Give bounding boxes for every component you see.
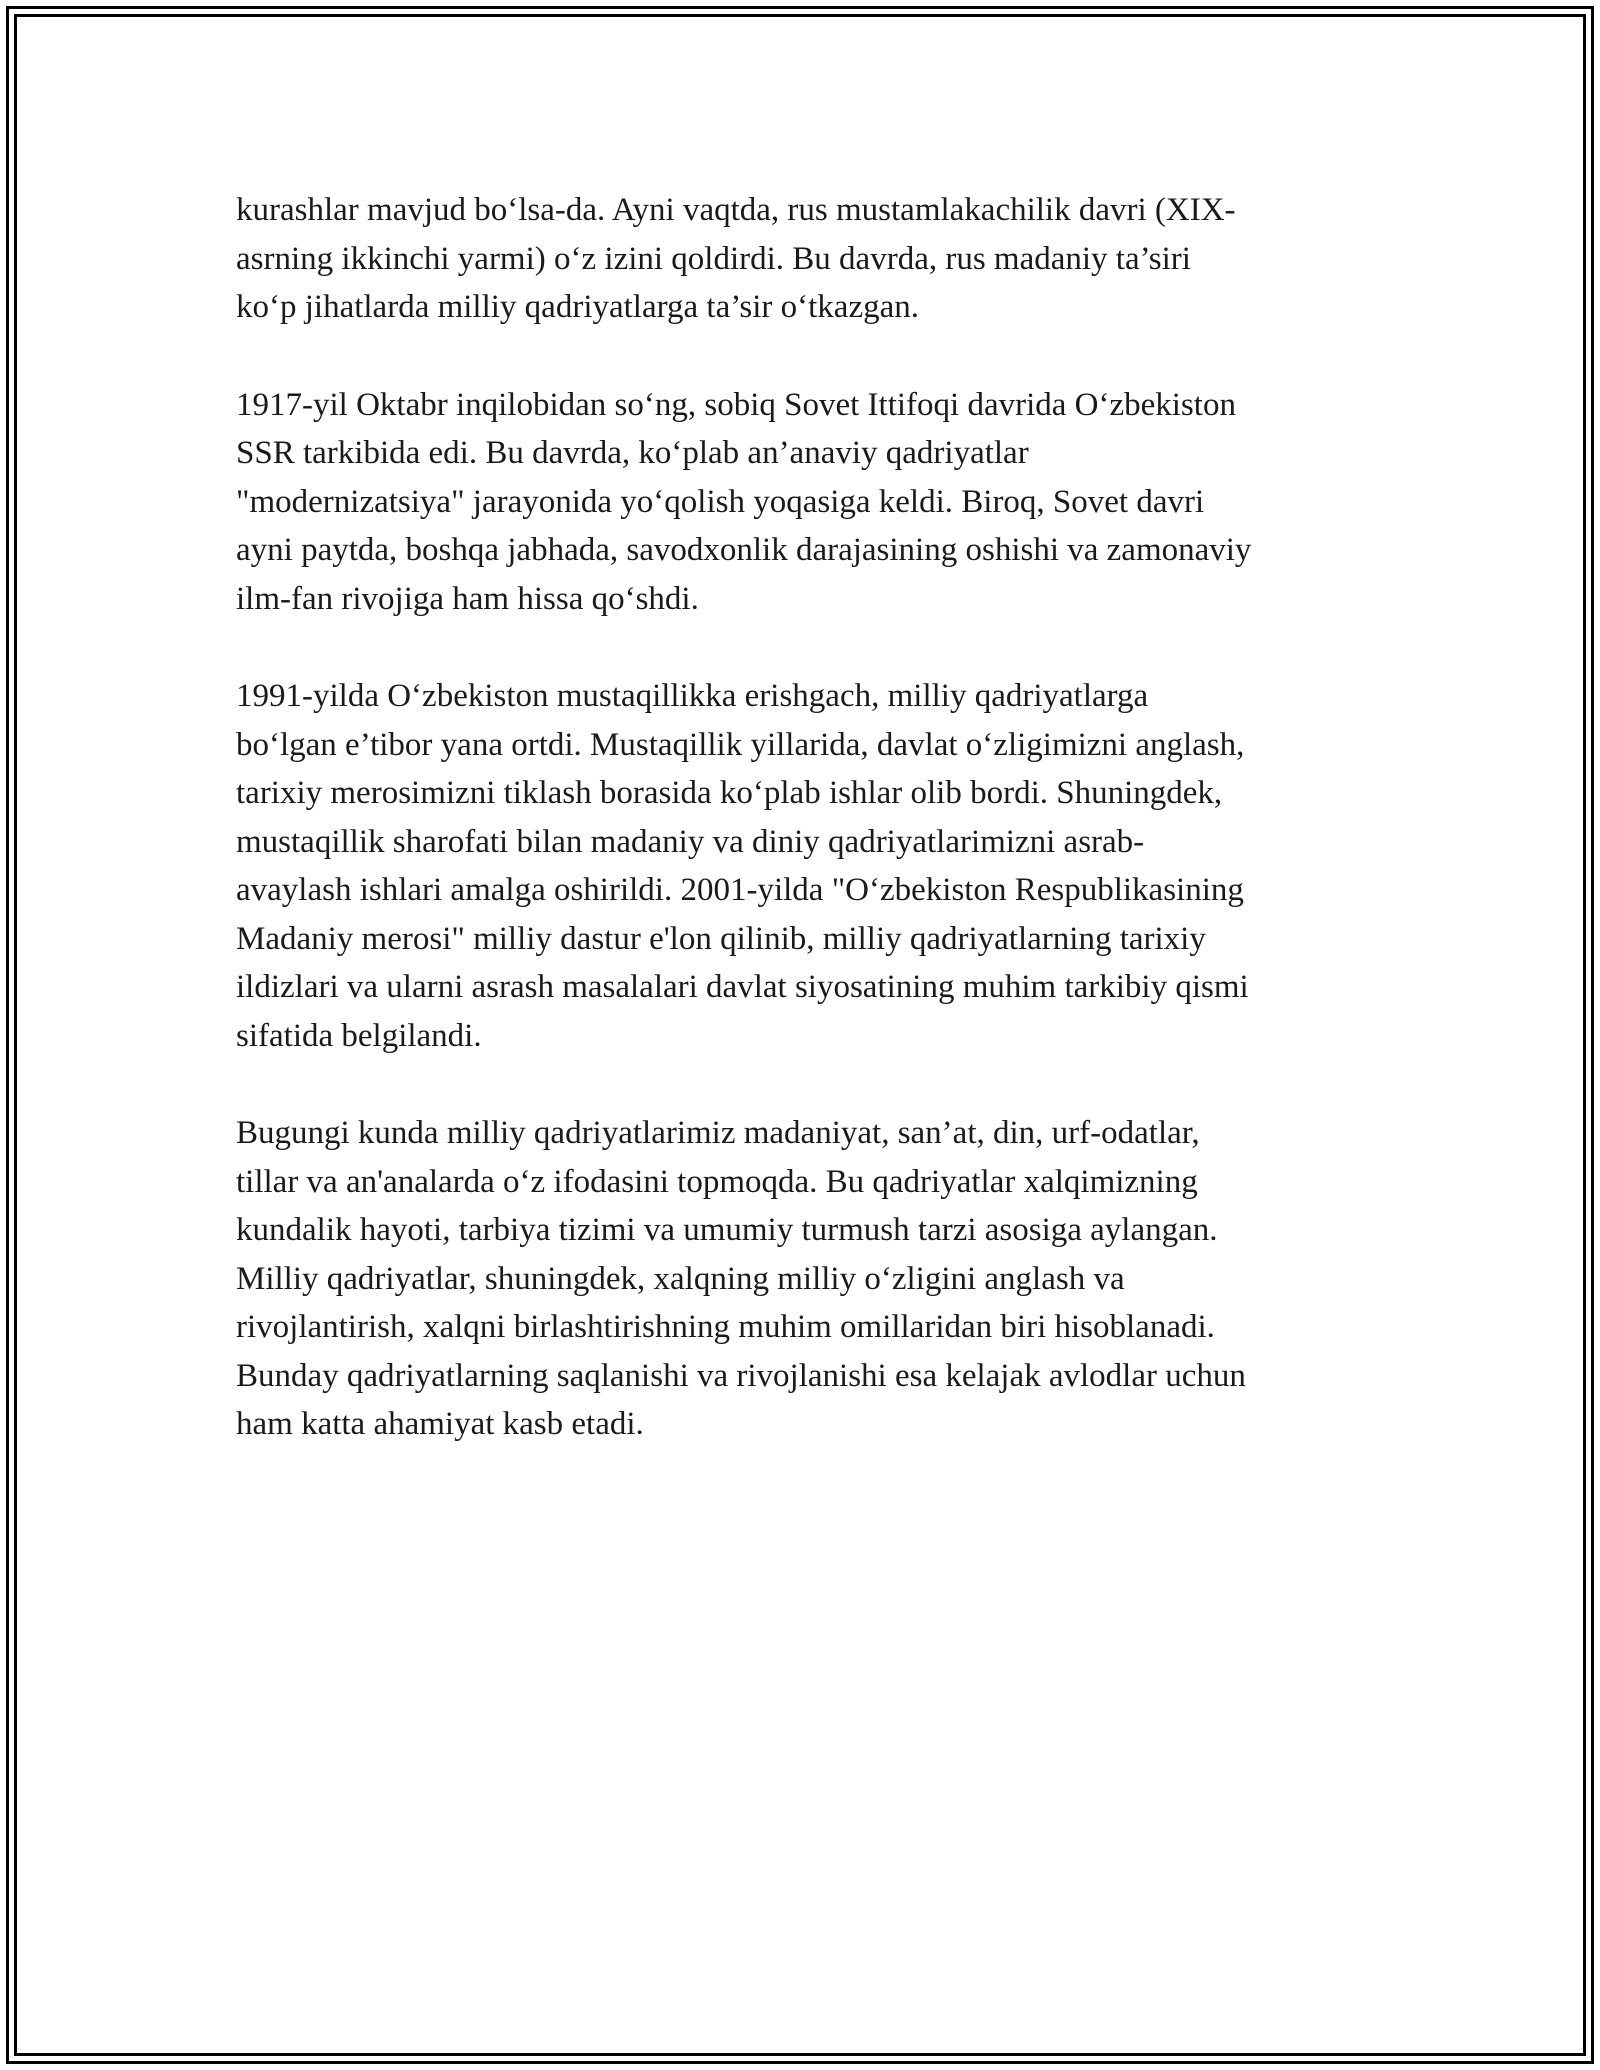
paragraph-2: 1917-yil Oktabr inqilobidan so‘ng, sobiq Sovet Ittifoqi davrida O‘zbekiston SSR tarkibida edi. Bu davrda, ko‘plab an’anaviy qadriyatlar "modernizatsiya" jarayonida yo‘qolish yoqasiga keldi. Biroq, Sovet davri ayni paytda, boshqa jabhada, savodxonlik darajasining oshishi va zamonaviy ilm-fan rivojiga ham hissa qo‘shdi. xyxy=(236,386,1252,617)
paragraph-3: 1991-yilda O‘zbekiston mustaqillikka erishgach, milliy qadriyatlarga bo‘lgan e’tibor yana ortdi. Mustaqillik yillarida, davlat o‘zligimizni anglash, tarixiy merosimizni tiklash borasida ko‘plab ishlar olib bordi. Shuningdek, mustaqillik sharofati bilan madaniy va diniy qadriyatlarimizni asrab- avaylash ishlari amalga oshirildi. 2001-yilda "O‘zbekiston Respublikasining Madaniy merosi" milliy dastur e'lon qilinib, milliy qadriyatlarning tarixiy ildizlari va ularni asrash masalalari davlat siyosatining muhim tarkibiy qismi sifatida belgilandi. xyxy=(236,678,1249,1054)
paragraph-1: kurashlar mavjud bo‘lsa-da. Ayni vaqtda, rus mustamlakachilik davri (XIX- asrning ikkinchi yarmi) o‘z izini qoldirdi. Bu davrda, rus madaniy ta’siri ko‘p jihatlarda milliy qadriyatlarga ta’sir o‘tkazgan. xyxy=(236,192,1236,325)
paragraph-4: Bugungi kunda milliy qadriyatlarimiz madaniyat, san’at, din, urf-odatlar, tillar va an'analarda o‘z ifodasini topmoqda. Bu qadriyatlar xalqimizning kundalik hayoti, tarbiya tizimi va umumiy turmush tarzi asosiga aylangan. Milliy qadriyatlar, shuningdek, xalqning milliy o‘zligini anglash va rivojlantirish, xalqni birlashtirishning muhim omillaridan biri hisoblanadi. Bunday qadriyatlarning saqlanishi va rivojlanishi esa kelajak avlodlar uchun ham katta ahamiyat kasb etadi. xyxy=(236,1115,1246,1442)
document-body xyxy=(236,186,1376,1449)
